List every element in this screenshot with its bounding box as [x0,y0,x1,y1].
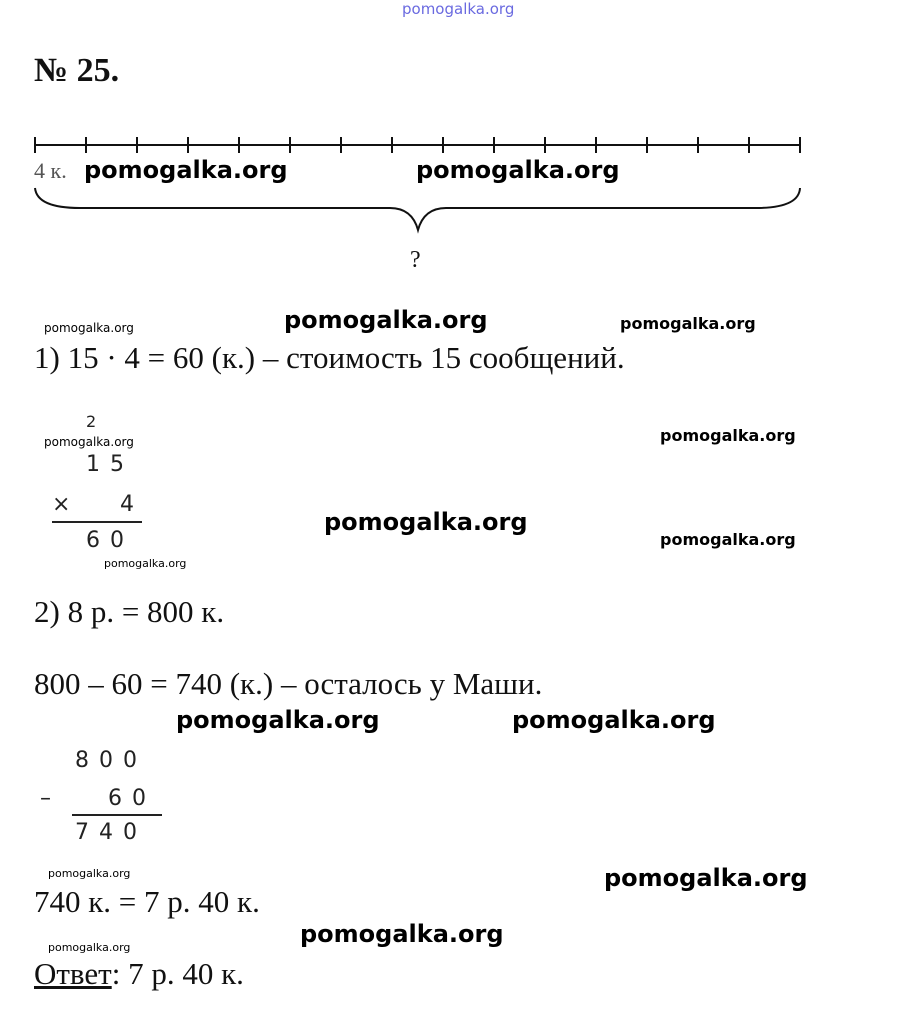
watermark: pomogalka.org [284,306,488,334]
watermark: pomogalka.org [84,156,288,184]
curly-brace [35,188,800,230]
watermark: pomogalka.org [176,706,380,734]
watermark: pomogalka.org [604,864,808,892]
answer [34,958,244,989]
step-2a: 2) 8 р. = 800 к. [34,594,225,629]
mult-bottom: 4 [120,492,144,517]
sub-line [72,814,162,816]
watermark: pomogalka.org [324,508,528,536]
watermark: pomogalka.org [620,314,756,333]
number-line-diagram [0,120,919,280]
watermark: pomogalka.org [48,941,131,954]
sub-sign: – [40,786,61,811]
watermark: pomogalka.org [660,530,796,549]
step-1: 1) 15 · 4 = 60 (к.) – стоимость 15 сообщений. [34,340,625,375]
watermark: pomogalka.org [660,426,796,445]
problem-number: № 25. [34,52,120,89]
sub-bottom: 60 [108,786,156,811]
mult-line [52,521,142,523]
answer-label: Ответ [34,956,112,991]
site-link[interactable]: pomogalka.org [402,0,515,18]
answer-value: : 7 р. 40 к. [111,956,244,991]
segment-label: 4 к. [34,158,67,183]
step-2b: 800 – 60 = 740 (к.) – осталось у Маши. [34,666,543,701]
watermark: pomogalka.org [48,867,131,880]
sub-top: 800 [75,748,147,773]
step-3: 740 к. = 7 р. 40 к. [34,884,260,919]
mult-result: 60 [86,528,134,553]
watermark: pomogalka.org [300,920,504,948]
watermark: pomogalka.org [416,156,620,184]
watermark: pomogalka.org [44,435,134,449]
sub-result: 740 [75,820,147,845]
mult-carry: 2 [86,412,107,431]
mult-top: 15 [86,452,134,477]
mult-sign: × [52,492,81,517]
watermark: pomogalka.org [104,557,187,570]
watermark: pomogalka.org [512,706,716,734]
watermark: pomogalka.org [44,321,134,335]
total-question-mark: ? [410,247,421,273]
